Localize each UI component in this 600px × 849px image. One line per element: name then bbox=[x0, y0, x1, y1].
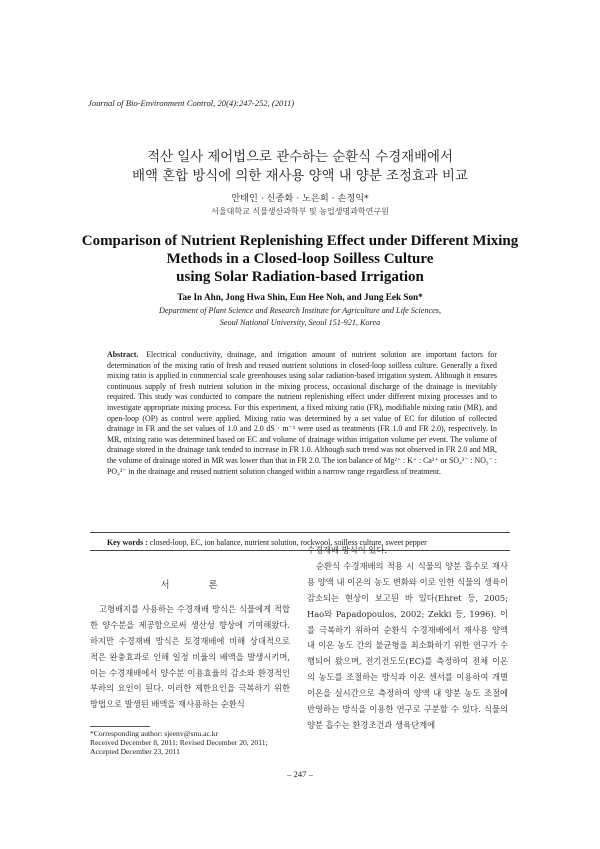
abstract-label: Abstract. bbox=[107, 350, 139, 359]
footnote-rule bbox=[90, 726, 150, 727]
footnote bbox=[90, 730, 290, 756]
korean-title-line: 적산 일사 제어법으로 관수하는 순환식 수경재배에서 bbox=[147, 150, 453, 165]
abstract-text: Electrical conductivity, drainage, and irrigation amount of nutrient solution are important factors for determination of the mixing ratio of fresh and reused nutrient solutions in closed-loop soilless culture. Generally a fixed mixing ratio is applied in commercial scale greenhouses using solar radiation-based irrigation system. Although it ensures continuous supply of fresh nutrient solution in the mixing process, occasional discharge of the drainage is inevitably required. This study was conducted to compare the nutrient replenishing effect under different mixing processes and to investigate appropriate mixing process. For this experiment, a fixed mixing ratio (FR), modifiable mixing ratio (MR), and open-loop (OP) as control were applied. Mixing ratio was determined by a set value of EC for dilution of collected drainage in FR and the set values of 1.0 and 2.0 dS · m⁻¹ were used as treatments (FR 1.0 and FR 2.0), respectively. In MR, mixing ratio was determined based on EC and volume of drainage within irrigation volume per event. The volume of drainage stored in the drainage tank tended to increase in FR 1.0. Although such trend was not observed in FR 2.0 and MR, the volume of drainage stored in MR was lower than that in FR 2.0. The ion balance of Mg²⁺ : K⁺ : Ca²⁺ or SO₄²⁻ : NO₃⁻ : PO₄³⁻ in the drainage and reused nutrient solution changed within a narrow range regardless of treatment. bbox=[107, 350, 497, 476]
english-affiliation bbox=[0, 305, 600, 328]
keywords-top-rule bbox=[90, 532, 510, 533]
abstract bbox=[107, 350, 497, 477]
english-title-line: Comparison of Nutrient Replenishing Effect under Different Mixing bbox=[81, 233, 519, 249]
english-title bbox=[0, 232, 600, 286]
keywords-text: closed-loop, EC, ion balance, nutrient solution, rockwool, soilless culture, sweet pepper bbox=[149, 538, 427, 547]
english-title-line: using Solar Radiation-based Irrigation bbox=[176, 269, 424, 285]
journal-volume-pages: 20(4):247-252, (2011) bbox=[217, 98, 295, 108]
korean-authors: 안태인 · 신종화 · 노은희 · 손정익* bbox=[231, 193, 369, 204]
section-heading: 서 론 bbox=[160, 580, 236, 591]
korean-affiliation: 서울대학교 식물생산과학부 및 농업생명과학연구원 bbox=[211, 207, 389, 216]
english-title-line: Methods in a Closed-loop Soilless Culture bbox=[166, 251, 434, 267]
accepted-date: Accepted December 23, 2011 bbox=[90, 746, 180, 756]
english-authors: Tae In Ahn, Jong Hwa Shin, Eun Hee Noh, and Jung Eek Son* bbox=[177, 292, 423, 302]
intro-paragraph: 순환식 수경재배의 적용 시 식물의 양분 흡수로 재사용 양액 내 이온의 농도 변화와 이로 인한 식물의 생육이 감소되는 현상이 보고된 바 있다(Ehret 등, 2005; Hao와 Papadopoulos, 2002; Zekki 등, 1996). 이를 극복하기 위하여 순환식 수경재배에서 재사용 양액 내 이온 농도 간의 불균형을 최소화하기 위한 연구가 수행되어 왔으며, 전기전도도(EC)를 측정하여 전체 이온의 농도를 조절하는 방식과 이온 센서를 이용하여 개별 이온을 실시간으로 측정하여 양액 내 양분 농도 조절에 반영하는 방식을 이용한 연구로 구분할 수 있다. 식물의 양분 흡수는 환경조건과 생육단계에 bbox=[307, 560, 508, 730]
affiliation-line: Seoul National University, Seoul 151-921, Korea bbox=[219, 317, 381, 327]
right-column bbox=[307, 543, 508, 734]
intro-continuation: 수경재배 방식이 있다. bbox=[307, 545, 388, 555]
intro-paragraph: 고형배지를 사용하는 수경재배 방식은 식물에게 적합한 양수분을 제공함으로써 생산성 향상에 기여해왔다. 하지만 수경재배 방식은 토경재배에 비해 상대적으로 적은 완충효과로 인해 일정 비율의 배액을 발생시키며, 이는 수경재배에서 양수분 이용효율의 감소와 환경적인 부하의 요인이 된다. 이러한 제한요인을 극복하기 위한 방법으로 발생된 배액을 재사용하는 순환식 bbox=[90, 603, 290, 710]
left-column bbox=[90, 578, 290, 713]
received-dates: Received December 8, 2011; Revised December 20, 2011; bbox=[90, 737, 268, 747]
journal-name: Journal of Bio-Environment Control, bbox=[88, 98, 216, 108]
page-number: – 247 – bbox=[287, 769, 313, 779]
korean-title-line: 배액 혼합 방식에 의한 재사용 양액 내 양분 조정효과 비교 bbox=[132, 169, 468, 184]
corresponding-author: *Corresponding author: sjeenv@snu.ac.kr bbox=[90, 729, 219, 738]
affiliation-line: Department of Plant Science and Research Institute for Agriculture and Life Sciences, bbox=[158, 306, 442, 315]
keywords-label: Key words : bbox=[107, 538, 148, 547]
korean-title bbox=[0, 148, 600, 186]
journal-citation bbox=[88, 98, 294, 108]
